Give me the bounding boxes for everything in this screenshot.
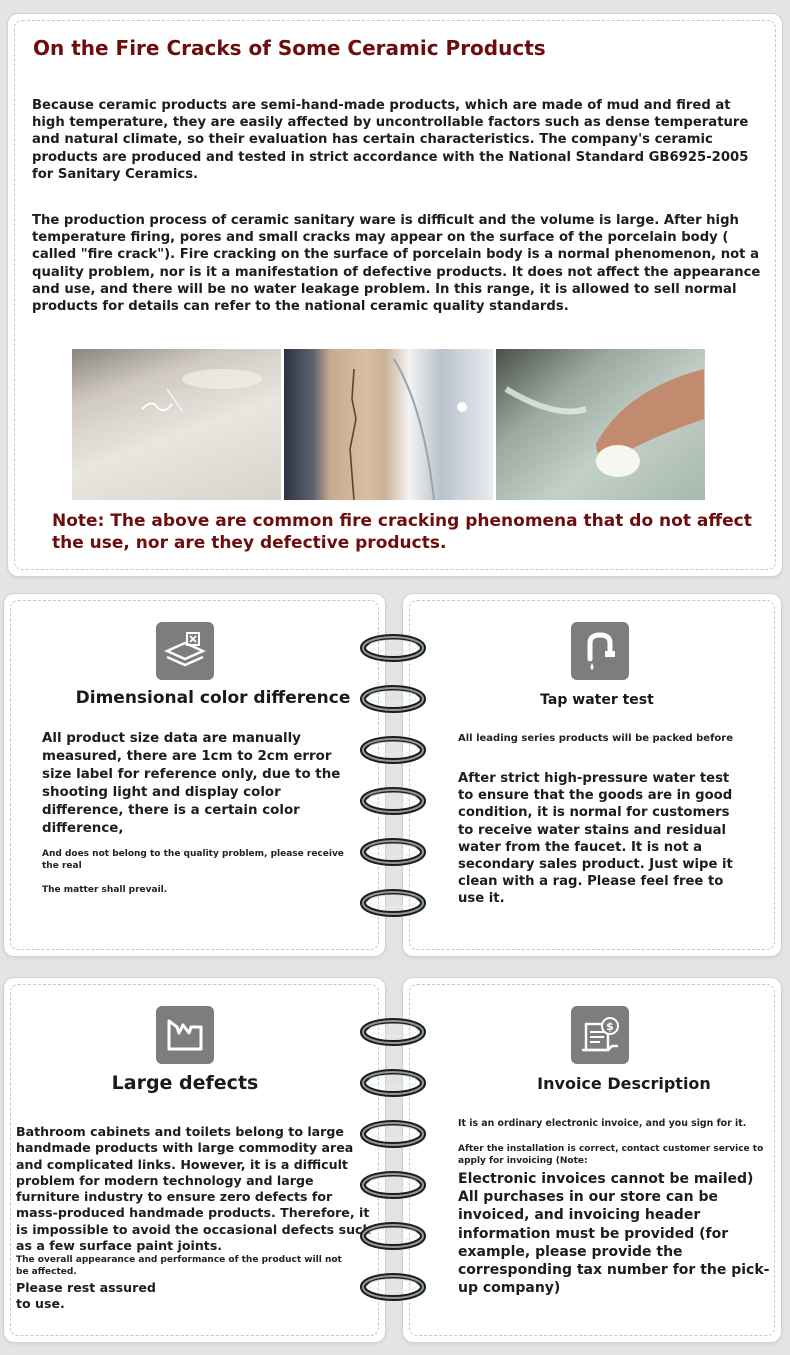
invoice-panel	[403, 978, 781, 1342]
defects-title: Large defects	[111, 1072, 259, 1094]
dimensional-note-1: And does not belong to the quality problem, please receive the real	[42, 849, 344, 871]
defects-note: The overall appearance and performance of the product will not be affected.	[16, 1255, 342, 1277]
binding-ring	[360, 684, 426, 714]
binding-ring	[360, 1170, 426, 1200]
binding-ring	[360, 1119, 426, 1149]
dimensional-body: All product size data are manually measured, there are 1cm to 2cm error size label for reference only, due to the shooting light and display color difference, there is a certain color difference,	[42, 731, 341, 836]
binding-ring	[360, 786, 426, 816]
svg-text:$: $	[606, 1020, 614, 1033]
dimensional-title: Dimensional color difference	[75, 688, 351, 708]
invoice-icon	[571, 1006, 629, 1064]
invoice-note-1: It is an ordinary electronic invoice, and you sign for it.	[458, 1118, 747, 1129]
fire-crack-photos	[72, 349, 705, 500]
tap-title: Tap water test	[540, 692, 654, 708]
faucet-icon	[571, 622, 629, 680]
crack-photo-edge	[284, 349, 493, 500]
binding-ring	[360, 1068, 426, 1098]
binding-ring	[360, 1272, 426, 1302]
dimensional-note-2: The matter shall prevail.	[42, 885, 168, 895]
dimensional-color-panel	[4, 594, 385, 956]
broken-box-icon	[156, 1006, 214, 1064]
tap-body: After strict high-pressure water test to ensure that the goods are in good condition, it is normal for customers to receive water stains and residual water from the faucet. It is not a secondary sales product. Just wipe it clean with a rag. Please feel free to use it.	[458, 771, 733, 907]
binding-ring	[360, 735, 426, 765]
large-defects-panel	[4, 978, 385, 1342]
crack-photo-finger	[496, 349, 705, 500]
intro-paragraph-1: Because ceramic products are semi-hand-made products, which are made of mud and fired at high temperature, they are easily affected by uncontrollable factors such as dense temperature and natural climate, so their evaluation has certain characteristics. The company's ceramic products are produced and tested in strict accordance with the National Standard GB6925-2005 for Sanitary Ceramics.	[32, 98, 749, 182]
binding-ring	[360, 1017, 426, 1047]
layers-icon	[156, 622, 214, 680]
invoice-note-2: After the installation is correct, contact customer service to apply for invoicing (Note:	[458, 1144, 764, 1166]
binding-ring	[360, 1221, 426, 1251]
crack-photo-basin	[72, 349, 281, 500]
binding-ring	[360, 837, 426, 867]
invoice-title: Invoice Description	[537, 1074, 711, 1093]
fire-crack-section	[8, 14, 782, 576]
defects-body-2: Please rest assured to use.	[16, 1280, 156, 1312]
note-text: Note: The above are common fire cracking phenomena that do not affect the use, nor are they defective products.	[52, 511, 752, 553]
tap-water-panel	[403, 594, 781, 956]
binding-ring	[360, 888, 426, 918]
intro-paragraph-2: The production process of ceramic sanitary ware is difficult and the volume is large. After high temperature firing, pores and small cracks may appear on the surface of the porcelain body ( called "fire crack"). Fire cracking on the surface of porcelain body is a normal phenomenon, not a quality problem, nor is it a manifestation of defective products. It does not affect the appearance and use, and there will be no water leakage problem. In this range, it is allowed to sell normal products for details can refer to the national ceramic quality standards.	[32, 213, 761, 315]
tap-note: All leading series products will be packed before	[458, 733, 734, 744]
invoice-body: Electronic invoices cannot be mailed) All purchases in our store can be invoiced, and invoicing header information must be provided (for example, please provide the corresponding tax number for the pick-up company)	[458, 1171, 770, 1297]
section-title: On the Fire Cracks of Some Ceramic Products	[33, 36, 546, 60]
binding-ring	[360, 633, 426, 663]
defects-body: Bathroom cabinets and toilets belong to large handmade products with large commodity area and complicated links. However, it is a difficult problem for modern technology and large furniture industry to ensure zero defects for mass-produced handmade products. Therefore, it is impossible to avoid the occasional defects such as a few surface paint joints.	[16, 1124, 372, 1254]
